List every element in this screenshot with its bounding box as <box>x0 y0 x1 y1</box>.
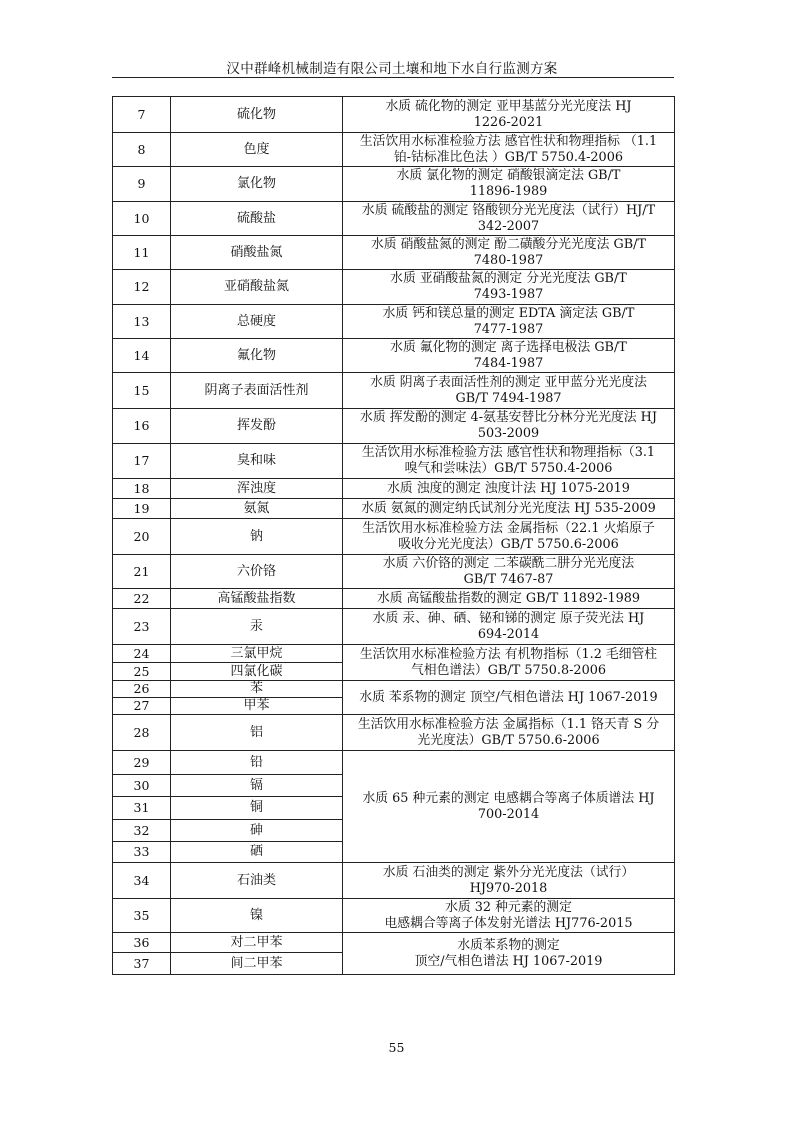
row-number: 18 <box>113 479 171 499</box>
monitoring-item: 高锰酸盐指数 <box>171 589 343 609</box>
table-row <box>113 589 675 609</box>
analysis-method <box>343 751 675 863</box>
table-row <box>113 202 675 236</box>
row-number: 19 <box>113 499 171 519</box>
row-number: 29 <box>113 751 171 775</box>
method-line: 7493-1987 <box>473 287 544 302</box>
analysis-method <box>343 899 675 933</box>
method-line: 吸收分光光度法）GB/T 5750.6-2006 <box>398 536 619 552</box>
method-line: GB/T 7467-87 <box>463 571 554 587</box>
row-number: 34 <box>113 863 171 899</box>
table-row <box>113 444 675 479</box>
monitoring-item: 铝 <box>171 715 343 751</box>
row-number: 21 <box>113 555 171 589</box>
method-line: 水质 六价铬的测定 二苯碳酰二肼分光光度法 <box>382 555 635 571</box>
table-row <box>113 499 675 519</box>
monitoring-item: 对二甲苯 <box>171 933 343 953</box>
analysis-method <box>343 97 675 133</box>
method-line: 生活饮用水标准检验方法 感官性状和物理指标（3.1 <box>361 445 656 460</box>
monitoring-item: 阴离子表面活性剂 <box>171 373 343 409</box>
method-line: 铂-钴标准比色法 ）GB/T 5750.4-2006 <box>394 149 623 165</box>
analysis-method <box>343 167 675 202</box>
method-line: 电感耦合等离子体发射光谱法 HJ776-2015 <box>384 915 633 931</box>
table-row <box>113 97 675 133</box>
row-number: 30 <box>113 775 171 797</box>
monitoring-item: 总硬度 <box>171 305 343 339</box>
table-row <box>113 899 675 933</box>
row-number: 10 <box>113 202 171 236</box>
row-number: 25 <box>113 663 171 681</box>
analysis-method <box>343 133 675 167</box>
row-number: 22 <box>113 589 171 609</box>
method-line: 水质 硫酸盐的测定 铬酸钡分光光度法（试行）HJ/T <box>361 202 656 218</box>
row-number: 8 <box>113 133 171 167</box>
method-line: 水质 汞、砷、硒、铋和锑的测定 原子荧光法 HJ <box>372 610 645 626</box>
analysis-method <box>343 715 675 751</box>
method-line: 7484-1987 <box>473 355 544 371</box>
monitoring-item: 色度 <box>171 133 343 167</box>
method-line: 气相色谱法）GB/T 5750.8-2006 <box>411 662 606 678</box>
monitoring-item: 石油类 <box>171 863 343 899</box>
analysis-method <box>343 645 675 681</box>
method-line: 水质 氯化物的测定 硝酸银滴定法 GB/T <box>396 168 621 183</box>
table-row <box>113 236 675 270</box>
table-row <box>113 339 675 373</box>
method-line: 342-2007 <box>477 218 540 234</box>
row-number: 37 <box>113 953 171 975</box>
analysis-method <box>343 499 675 519</box>
monitoring-item: 铅 <box>171 751 343 775</box>
analysis-method <box>343 270 675 305</box>
table-row <box>113 681 675 698</box>
monitoring-item: 汞 <box>171 609 343 645</box>
method-line: 生活饮用水标准检验方法 感官性状和物理指标 （1.1 <box>359 133 658 149</box>
method-line: 7477-1987 <box>473 321 544 337</box>
method-line: 11896-1989 <box>469 184 548 199</box>
analysis-method <box>343 373 675 409</box>
method-line: 7480-1987 <box>473 252 544 268</box>
monitoring-methods-table <box>112 96 675 975</box>
method-line: 水质 石油类的测定 紫外分光光度法（试行） <box>382 864 635 880</box>
monitoring-item: 三氯甲烷 <box>171 645 343 663</box>
table-row <box>113 609 675 645</box>
table-row <box>113 555 675 589</box>
row-number: 17 <box>113 444 171 479</box>
monitoring-item: 四氯化碳 <box>171 663 343 681</box>
monitoring-item: 苯 <box>171 681 343 698</box>
table-row <box>113 751 675 775</box>
row-number: 27 <box>113 698 171 715</box>
row-number: 36 <box>113 933 171 953</box>
monitoring-item: 氨氮 <box>171 499 343 519</box>
method-line: 顶空/气相色谱法 HJ 1067-2019 <box>414 953 603 969</box>
method-line: 水质 硫化物的测定 亚甲基蓝分光光度法 HJ <box>385 98 632 114</box>
monitoring-item: 甲苯 <box>171 698 343 715</box>
monitoring-item: 氯化物 <box>171 167 343 202</box>
method-line: 水质 阴离子表面活性剂的测定 亚甲蓝分光光度法 <box>370 374 647 390</box>
table-row <box>113 373 675 409</box>
header-divider <box>112 77 674 78</box>
row-number: 33 <box>113 842 171 863</box>
table-row <box>113 409 675 444</box>
method-line: 700-2014 <box>477 806 540 822</box>
analysis-method <box>343 339 675 373</box>
method-line: 水质 钙和镁总量的测定 EDTA 滴定法 GB/T <box>382 305 635 321</box>
table-row <box>113 933 675 953</box>
method-line: 水质 挥发酚的测定 4-氨基安替比分林分光光度法 HJ <box>360 410 657 425</box>
monitoring-item: 亚硝酸盐氮 <box>171 270 343 305</box>
method-line: 生活饮用水标准检验方法 有机物指标（1.2 毛细管柱 <box>359 646 658 662</box>
method-line: 光光度法）GB/T 5750.6-2006 <box>417 732 600 748</box>
monitoring-item: 挥发酚 <box>171 409 343 444</box>
method-line: 水质 高锰酸盐指数的测定 GB/T 11892-1989 <box>376 590 641 606</box>
table-row <box>113 715 675 751</box>
monitoring-item: 间二甲苯 <box>171 953 343 975</box>
analysis-method <box>343 479 675 499</box>
method-line: GB/T 7494-1987 <box>455 390 562 406</box>
analysis-method <box>343 933 675 975</box>
method-line: 水质 氨氮的测定纳氏试剂分光光度法 HJ 535-2009 <box>361 500 656 516</box>
monitoring-item: 硫化物 <box>171 97 343 133</box>
method-line: 嗅气和尝味法）GB/T 5750.4-2006 <box>404 461 613 476</box>
analysis-method <box>343 681 675 715</box>
table-row <box>113 479 675 499</box>
method-line: 水质 苯系物的测定 顶空/气相色谱法 HJ 1067-2019 <box>359 689 658 705</box>
row-number: 26 <box>113 681 171 698</box>
row-number: 11 <box>113 236 171 270</box>
monitoring-item: 镍 <box>171 899 343 933</box>
analysis-method <box>343 863 675 899</box>
monitoring-item: 硒 <box>171 842 343 863</box>
row-number: 23 <box>113 609 171 645</box>
row-number: 16 <box>113 409 171 444</box>
analysis-method <box>343 305 675 339</box>
page-header-title: 汉中群峰机械制造有限公司土壤和地下水自行监测方案 <box>226 61 558 77</box>
analysis-method <box>343 444 675 479</box>
method-line: 694-2014 <box>477 626 540 642</box>
row-number: 24 <box>113 645 171 663</box>
monitoring-item: 浑浊度 <box>171 479 343 499</box>
row-number: 9 <box>113 167 171 202</box>
analysis-method <box>343 589 675 609</box>
method-line: 水质 硝酸盐氮的测定 酚二磺酸分光光度法 GB/T <box>370 236 647 252</box>
monitoring-item: 镉 <box>171 775 343 797</box>
monitoring-item: 氟化物 <box>171 339 343 373</box>
method-line: 水质 亚硝酸盐氮的测定 分光光度法 GB/T <box>390 271 627 286</box>
method-line: 生活饮用水标准检验方法 金属指标（1.1 铬天青 S 分 <box>357 716 660 732</box>
method-line: 水质 32 种元素的测定 <box>445 899 572 915</box>
row-number: 28 <box>113 715 171 751</box>
analysis-method <box>343 236 675 270</box>
table-row <box>113 133 675 167</box>
row-number: 31 <box>113 797 171 820</box>
method-line: 水质 65 种元素的测定 电感耦合等离子体质谱法 HJ <box>362 790 655 806</box>
table-row <box>113 167 675 202</box>
monitoring-item: 砷 <box>171 820 343 842</box>
row-number: 7 <box>113 97 171 133</box>
row-number: 13 <box>113 305 171 339</box>
method-line: 水质 氟化物的测定 离子选择电极法 GB/T <box>390 339 627 355</box>
row-number: 14 <box>113 339 171 373</box>
method-line: 生活饮用水标准检验方法 金属指标（22.1 火焰原子 <box>362 520 655 536</box>
analysis-method <box>343 409 675 444</box>
method-line: HJ970-2018 <box>469 880 548 896</box>
monitoring-item: 臭和味 <box>171 444 343 479</box>
method-line: 水质苯系物的测定 <box>457 937 560 953</box>
row-number: 12 <box>113 270 171 305</box>
method-line: 503-2009 <box>477 426 540 441</box>
monitoring-item: 硝酸盐氮 <box>171 236 343 270</box>
page-number: 55 <box>388 1040 405 1055</box>
method-line: 1226-2021 <box>473 114 544 130</box>
table-row <box>113 270 675 305</box>
analysis-method <box>343 555 675 589</box>
row-number: 20 <box>113 519 171 555</box>
table-row <box>113 305 675 339</box>
monitoring-item: 硫酸盐 <box>171 202 343 236</box>
table-row <box>113 645 675 663</box>
table-row <box>113 863 675 899</box>
row-number: 15 <box>113 373 171 409</box>
analysis-method <box>343 202 675 236</box>
analysis-method <box>343 519 675 555</box>
row-number: 32 <box>113 820 171 842</box>
table-row <box>113 519 675 555</box>
monitoring-item: 铜 <box>171 797 343 820</box>
row-number: 35 <box>113 899 171 933</box>
analysis-method <box>343 609 675 645</box>
method-line: 水质 浊度的测定 浊度计法 HJ 1075-2019 <box>387 480 630 496</box>
monitoring-item: 六价铬 <box>171 555 343 589</box>
monitoring-item: 钠 <box>171 519 343 555</box>
